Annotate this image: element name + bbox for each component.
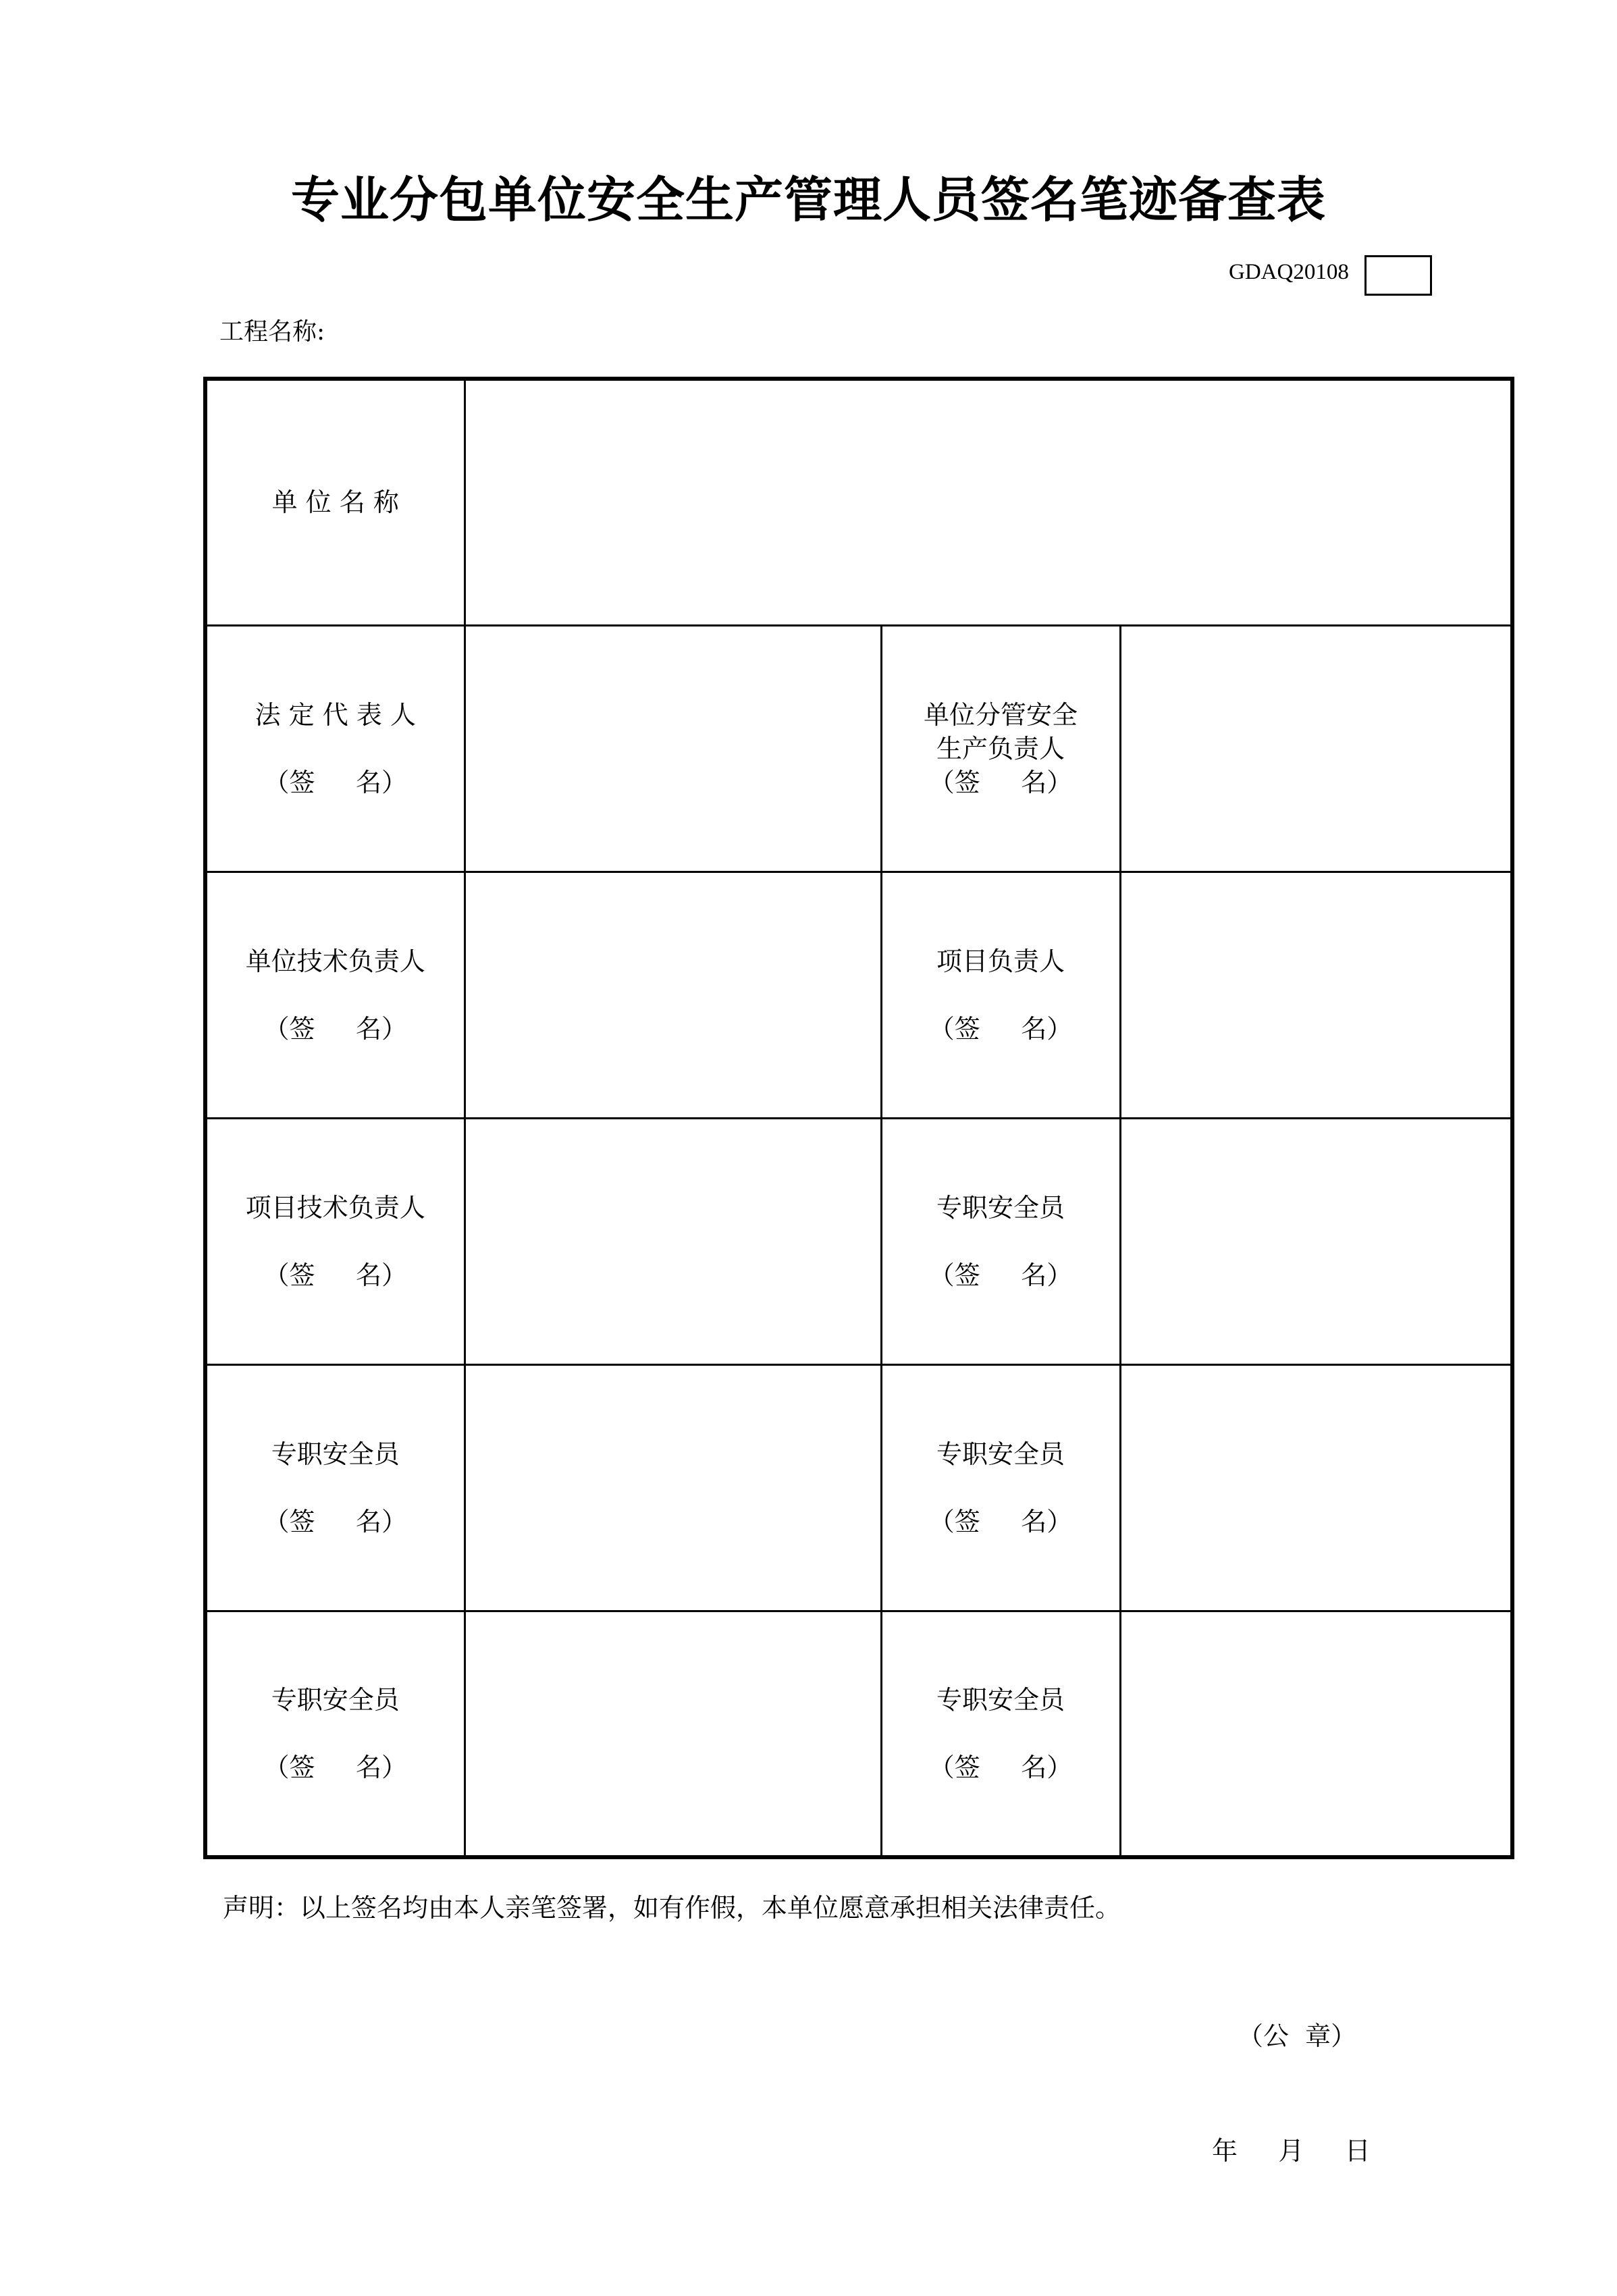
- sign-hint: （签 名）: [928, 1260, 1073, 1290]
- table-row-safety-officers: [205, 1611, 1512, 1857]
- sign-hint: （签 名）: [928, 1013, 1073, 1044]
- project-tech-head-signature-field[interactable]: [465, 1118, 881, 1364]
- form-code: GDAQ20108: [1229, 260, 1349, 284]
- unit-name-label: 单 位 名 称: [205, 379, 465, 625]
- date-line: 年 月 日: [1212, 2136, 1371, 2166]
- form-title: 专业分包单位安全生产管理人员签名笔迹备查表: [290, 171, 1326, 228]
- safety-officer-label: 专职安全员 （签 名）: [881, 1118, 1120, 1364]
- safety-officer-signature-field[interactable]: [465, 1364, 881, 1611]
- sign-hint: （签 名）: [928, 767, 1073, 797]
- project-tech-head-label: 项目技术负责人 （签 名）: [205, 1118, 465, 1364]
- safety-officer-label: 专职安全员 （签 名）: [881, 1364, 1120, 1611]
- safety-officer-signature-field[interactable]: [1120, 1364, 1512, 1611]
- safety-officer-label: 专职安全员 （签 名）: [205, 1364, 465, 1611]
- safety-officer-label: 专职安全员 （签 名）: [205, 1611, 465, 1857]
- table-row-legal-rep: [205, 625, 1512, 872]
- sign-hint: （签 名）: [263, 1752, 407, 1782]
- safety-officer-label: 专职安全员 （签 名）: [881, 1611, 1120, 1857]
- sign-hint: （签 名）: [263, 1260, 407, 1290]
- official-seal-label: （公 章）: [1238, 2021, 1357, 2051]
- table-row-tech-head: [205, 872, 1512, 1118]
- table-row-safety-officers: [205, 1364, 1512, 1611]
- project-head-signature-field[interactable]: [1120, 872, 1512, 1118]
- unit-tech-head-signature-field[interactable]: [465, 872, 881, 1118]
- safety-officer-signature-field[interactable]: [1120, 1611, 1512, 1857]
- safety-officer-signature-field[interactable]: [1120, 1118, 1512, 1364]
- sign-hint: （签 名）: [928, 1506, 1073, 1537]
- signature-table: [203, 377, 1514, 1859]
- unit-name-field[interactable]: [465, 379, 1512, 625]
- sign-hint: （签 名）: [263, 1013, 407, 1044]
- safety-head-label: 单位分管安全 生产负责人 （签 名）: [881, 625, 1120, 872]
- table-row-project-tech-head: [205, 1118, 1512, 1364]
- sign-hint: （签 名）: [263, 1506, 407, 1537]
- safety-head-signature-field[interactable]: [1120, 625, 1512, 872]
- sign-hint: （签 名）: [928, 1752, 1073, 1782]
- sign-hint: （签 名）: [263, 767, 407, 797]
- table-row-unit-name: [205, 379, 1512, 625]
- legal-rep-label: 法 定 代 表 人 （签 名）: [205, 625, 465, 872]
- project-name-label: 工程名称:: [219, 318, 325, 346]
- project-head-label: 项目负责人 （签 名）: [881, 872, 1120, 1118]
- safety-officer-signature-field[interactable]: [465, 1611, 881, 1857]
- declaration-text: 声明：以上签名均由本人亲笔签署，如有作假，本单位愿意承担相关法律责任。: [223, 1893, 1121, 1923]
- form-code-suffix-box[interactable]: [1364, 255, 1432, 296]
- legal-rep-signature-field[interactable]: [465, 625, 881, 872]
- unit-tech-head-label: 单位技术负责人 （签 名）: [205, 872, 465, 1118]
